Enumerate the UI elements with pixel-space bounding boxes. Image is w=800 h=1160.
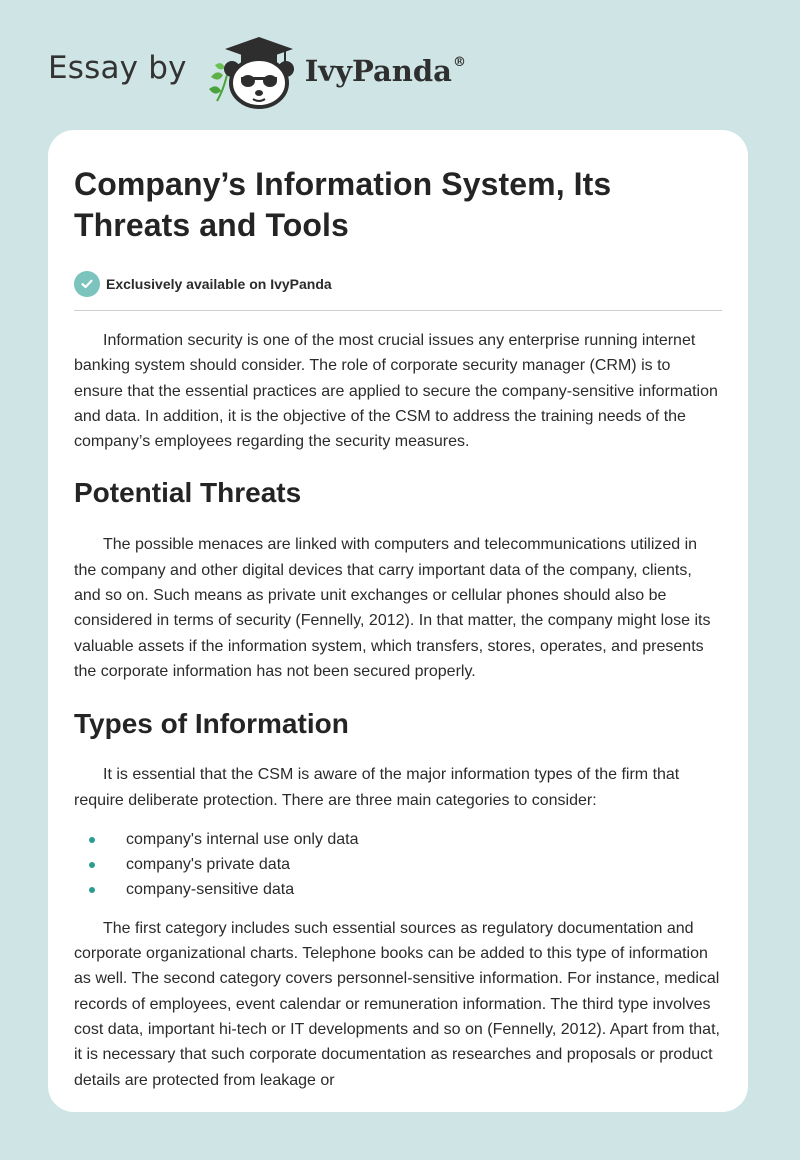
intro-paragraph: Information security is one of the most crucial issues any enterprise running internet banking system should consider. The role of corporate security manager (CRM) is to ensure that the essential practices are applied to secure the company-sensitive information and data. In addition, it is the objective of the CSM to address the training needs of the company’s employees regarding the security measures.	[74, 332, 718, 451]
section-heading-types-of-information: Types of Information	[74, 708, 349, 740]
brand-name-text: IvyPanda	[304, 54, 452, 88]
list-item	[74, 852, 722, 877]
ivypanda-logo-icon[interactable]	[203, 31, 299, 109]
bullet-icon	[89, 887, 95, 893]
essay-title: Company’s Information System, Its Threats and Tools	[74, 166, 612, 243]
exclusive-label: Exclusively available on IvyPanda	[106, 276, 332, 292]
divider	[74, 310, 722, 311]
exclusive-badge	[74, 270, 722, 298]
check-icon	[74, 271, 100, 297]
essay-card	[48, 130, 748, 1112]
brand-name[interactable]	[305, 54, 466, 88]
essay-by-label: Essay by	[48, 50, 187, 86]
list-item-text: company's internal use only data	[126, 830, 359, 848]
categories-detail-paragraph: The first category includes such essential sources as regulatory documentation and corporate organizational charts. Telephone books can be added to this type of information as well. The second category covers personnel-sensitive information. For instance, medical records of employees, event calendar or remuneration information. The third type involves cost data, important hi-tech or IT developments and so on (Fennelly, 2012). Apart from that, it is necessary that such corporate documentation as researches and proposals or product details are protected from leakage or	[74, 919, 720, 1089]
bullet-icon	[89, 862, 95, 868]
categories-list	[74, 827, 722, 902]
section-heading-potential-threats: Potential Threats	[74, 477, 302, 509]
list-item-text: company's private data	[126, 855, 291, 873]
list-item	[74, 827, 722, 852]
registered-mark: ®	[452, 55, 466, 70]
potential-threats-paragraph: The possible menaces are linked with computers and telecommunications utilized in the company and other digital devices that carry important data of the company, clients, and so on. Such means as private unit exchanges or cellular phones should also be considered in terms of security (Fennelly, 2012). In that matter, the company might lose its valuable assets if the information system, which transfers, stores, operates, and presents the corporate information has not been secured properly.	[74, 536, 711, 680]
list-item	[74, 877, 722, 902]
site-header	[48, 30, 748, 110]
bullet-icon	[89, 837, 95, 843]
types-intro-paragraph: It is essential that the CSM is aware of the major information types of the firm that require deliberate protection. There are three main categories to consider:	[74, 766, 680, 809]
list-item-text: company-sensitive data	[126, 880, 295, 898]
